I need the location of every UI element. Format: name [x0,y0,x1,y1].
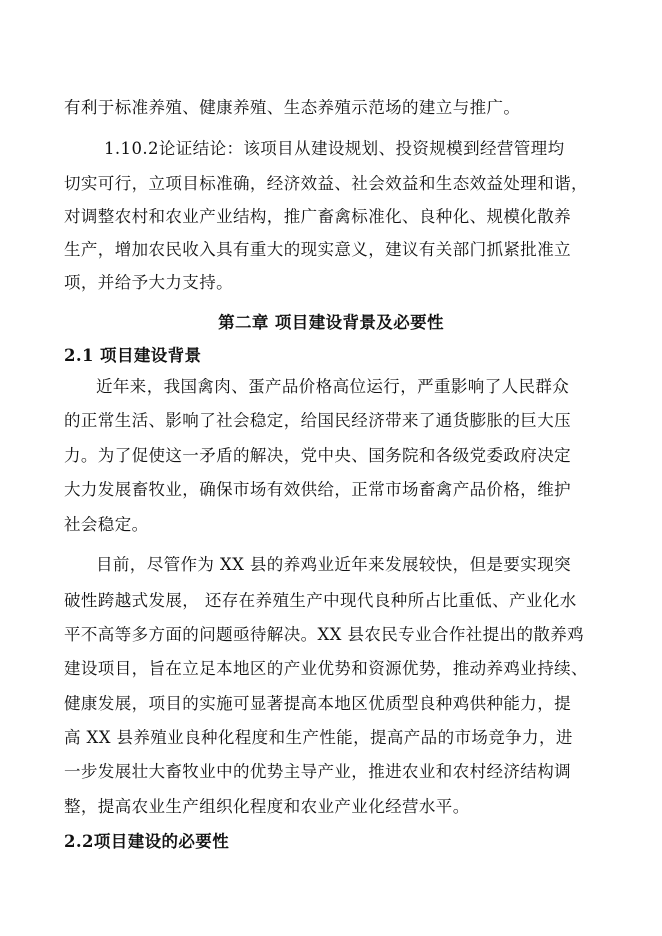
paragraph-line: 健康发展，项目的实施可显著提高本地区优质型良种鸡供种能力，提 [64,694,571,713]
chapter-title: 第二章 项目建设背景及必要性 [218,313,444,332]
paragraph-line: 大力发展畜牧业，确保市场有效供给，正常市场畜禽产品价格，维护 [64,480,571,499]
paragraph-line: 高 XX 县养殖业良种化程度和生产性能，提高产品的市场竞争力，进 [64,728,573,747]
paragraph-line: 整，提高农业生产组织化程度和农业产业化经营水平。 [64,797,470,816]
paragraph-line: 生产，增加农民收入具有重大的现实意义，建议有关部门抓紧批准立 [64,240,571,259]
paragraph-line: 1.10.2论证结论：该项目从建设规划、投资规模到经营管理均 [104,139,565,158]
paragraph-line: 的正常生活、影响了社会稳定，给国民经济带来了通货膨胀的巨大压 [64,411,571,430]
paragraph-line: 破性跨越式发展， 还存在养殖生产中现代良种所占比重低、产业化水 [64,591,577,610]
paragraph-line: 对调整农村和农业产业结构，推广畜禽标准化、良种化、规模化散养 [64,207,571,226]
section-heading: 2.2项目建设的必要性 [64,832,230,851]
paragraph-line: 平不高等多方面的问题亟待解决。XX 县农民专业合作社提出的散养鸡 [64,625,585,644]
paragraph-line: 切实可行，立项目标准确，经济效益、社会效益和生态效益处理和谐， [64,174,588,193]
paragraph-line: 项，并给予大力支持。 [64,273,233,292]
paragraph-line: 近年来，我国禽肉、蛋产品价格高位运行，严重影响了人民群众 [96,377,570,396]
paragraph-line: 有利于标准养殖、健康养殖、生态养殖示范场的建立与推广。 [64,98,521,117]
paragraph-line: 目前，尽管作为 XX 县的养鸡业近年来发展较快，但是要实现突 [96,555,571,574]
section-heading: 2.1 项目建设背景 [64,346,202,365]
paragraph-line: 社会稳定。 [64,515,149,534]
paragraph-line: 建设项目，旨在立足本地区的产业优势和资源优势，推动养鸡业持续、 [64,659,588,678]
paragraph-line: 力。为了促使这一矛盾的解决，党中央、国务院和各级党委政府决定 [64,446,571,465]
paragraph-line: 一步发展壮大畜牧业中的优势主导产业，推进农业和农村经济结构调 [64,762,571,781]
